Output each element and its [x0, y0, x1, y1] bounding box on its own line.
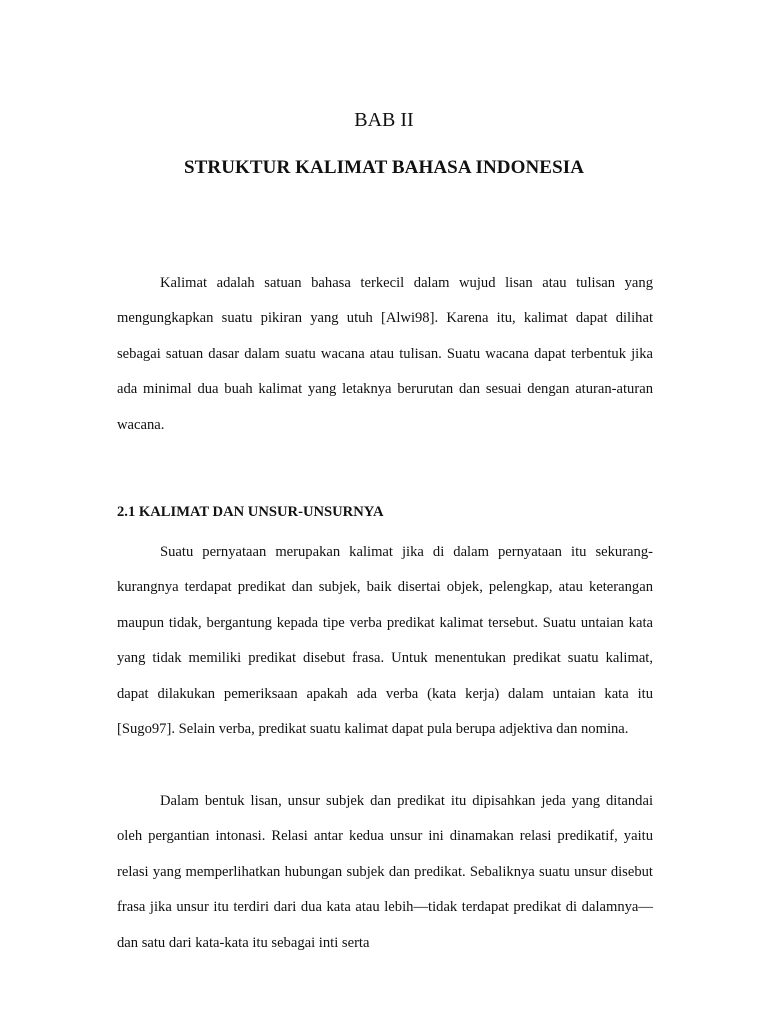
chapter-label: BAB II: [354, 109, 414, 131]
paragraph-intro: Kalimat adalah satuan bahasa terkecil dalam wujud lisan atau tulisan yang mengungkapkan suatu pikiran yang utuh [Alwi98]. Karena itu, kalimat dapat dilihat sebagai satuan dasar dalam suatu wacana atau tulisan. Suatu wacana dapat terbentuk jika ada minimal dua buah kalimat yang letaknya berurutan dan sesuai dengan aturan-aturan wacana.: [117, 275, 653, 433]
section-heading: 2.1 KALIMAT DAN UNSUR-UNSURNYA: [117, 504, 384, 520]
chapter-title: STRUKTUR KALIMAT BAHASA INDONESIA: [183, 157, 585, 178]
paragraph-spoken-form: Dalam bentuk lisan, unsur subjek dan predikat itu dipisahkan jeda yang ditandai oleh pergantian intonasi. Relasi antar kedua unsur ini dinamakan relasi predikatif, yaitu relasi yang memperlihatkan hubungan subjek dan predikat. Sebaliknya suatu unsur disebut frasa jika unsur itu terdiri dari dua kata atau lebih—tidak terdapat predikat di dalamnya—dan satu dari kata-kata itu sebagai inti serta: [117, 793, 653, 951]
paragraph-definition: Suatu pernyataan merupakan kalimat jika di dalam pernyataan itu sekurang-kurangnya terdapat predikat dan subjek, baik disertai objek, pelengkap, atau keterangan maupun tidak, bergantung kepada tipe verba predikat kalimat tersebut. Suatu untaian kata yang tidak memiliki predikat disebut frasa. Untuk menentukan predikat suatu kalimat, dapat dilakukan pemeriksaan apakah ada verba (kata kerja) dalam untaian kata itu [Sugo97]. Selain verba, predikat suatu kalimat dapat pula berupa adjektiva dan nomina.: [117, 544, 653, 738]
